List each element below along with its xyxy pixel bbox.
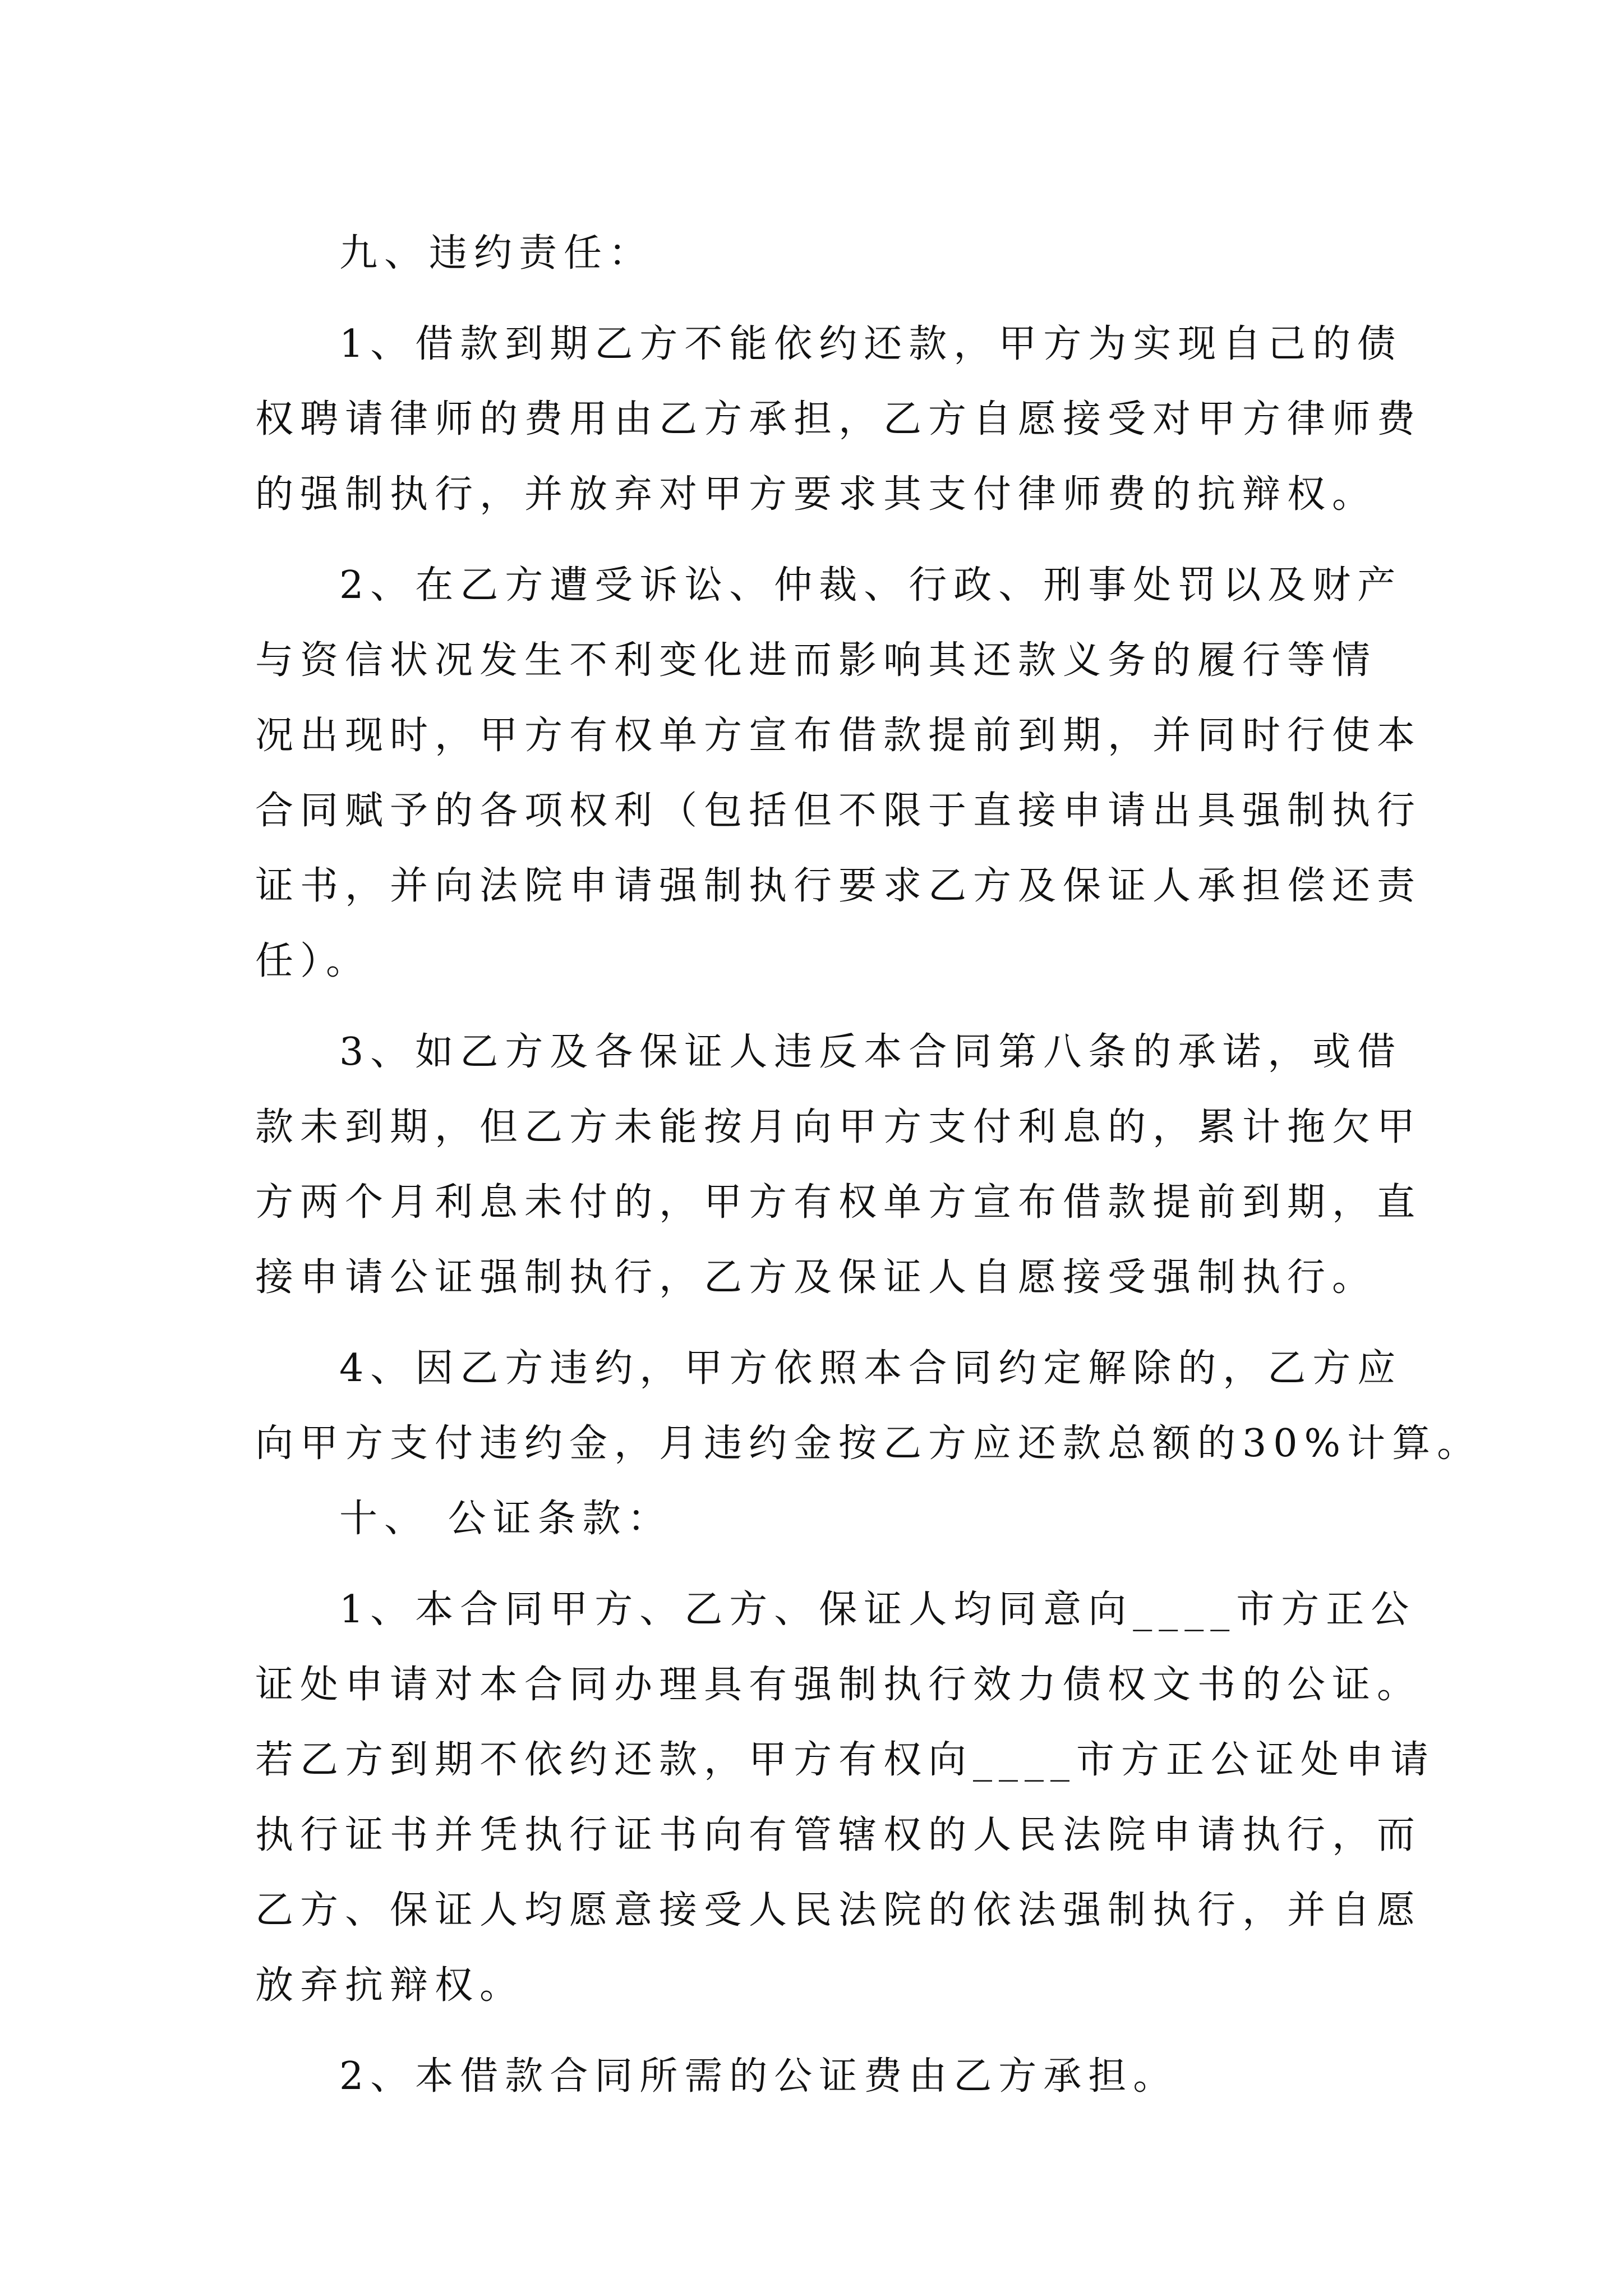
section-9-heading: 九、违约责任：	[339, 231, 654, 275]
text-line: 向甲方支付违约金，月违约金按乙方应还款总额的30%计算。	[255, 1421, 1482, 1466]
text-line: 4、因乙方违约，甲方依照本合同约定解除的，乙方应	[339, 1346, 1403, 1391]
text-line: 乙方、保证人均愿意接受人民法院的依法强制执行，并自愿	[255, 1888, 1422, 1932]
text-line: 1、借款到期乙方不能依约还款，甲方为实现自己的债	[339, 322, 1403, 366]
paragraph-notary-2	[255, 2039, 1399, 2114]
text-line: 合同赋予的各项权利（包括但不限于直接申请出具强制执行	[255, 789, 1422, 833]
text-line: 方两个月利息未付的，甲方有权单方宣布借款提前到期，直	[255, 1180, 1422, 1225]
text-line: 1、本合同甲方、乙方、保证人均同意向____市方正公	[339, 1588, 1416, 1632]
paragraph-breach-2	[255, 548, 1422, 999]
text-line: 若乙方到期不依约还款，甲方有权向____市方正公证处申请	[255, 1738, 1436, 1782]
paragraph-breach-4	[255, 1331, 1482, 1481]
text-line: 与资信状况发生不利变化进而影响其还款义务的履行等情	[255, 638, 1377, 683]
text-line: 3、如乙方及各保证人违反本合同第八条的承诺，或借	[339, 1030, 1403, 1074]
text-line: 放弃抗辩权。	[255, 1963, 525, 2008]
text-line: 证书，并向法院申请强制执行要求乙方及保证人承担偿还责	[255, 864, 1422, 908]
text-line: 况出现时，甲方有权单方宣布借款提前到期，并同时行使本	[255, 714, 1422, 758]
paragraph-notary-1	[255, 1572, 1436, 2023]
text-line: 证处申请对本合同办理具有强制执行效力债权文书的公证。	[255, 1663, 1422, 1707]
text-line: 2、本借款合同所需的公证费由乙方承担。	[339, 2054, 1178, 2099]
paragraph-breach-1	[255, 307, 1422, 532]
paragraph-breach-3	[255, 1015, 1422, 1315]
text-line: 接申请公证强制执行，乙方及保证人自愿接受强制执行。	[255, 1255, 1377, 1300]
text-line: 2、在乙方遭受诉讼、仲裁、行政、刑事处罚以及财产	[339, 563, 1403, 608]
text-line: 执行证书并凭执行证书向有管辖权的人民法院申请执行，而	[255, 1813, 1422, 1857]
document-body	[255, 216, 1482, 2114]
text-line: 任）。	[255, 939, 371, 983]
section-10-heading: 十、 公证条款：	[339, 1497, 672, 1541]
text-line: 款未到期，但乙方未能按月向甲方支付利息的，累计拖欠甲	[255, 1105, 1422, 1149]
text-line: 权聘请律师的费用由乙方承担，乙方自愿接受对甲方律师费	[255, 397, 1422, 441]
text-line: 的强制执行，并放弃对甲方要求其支付律师费的抗辩权。	[255, 472, 1377, 517]
